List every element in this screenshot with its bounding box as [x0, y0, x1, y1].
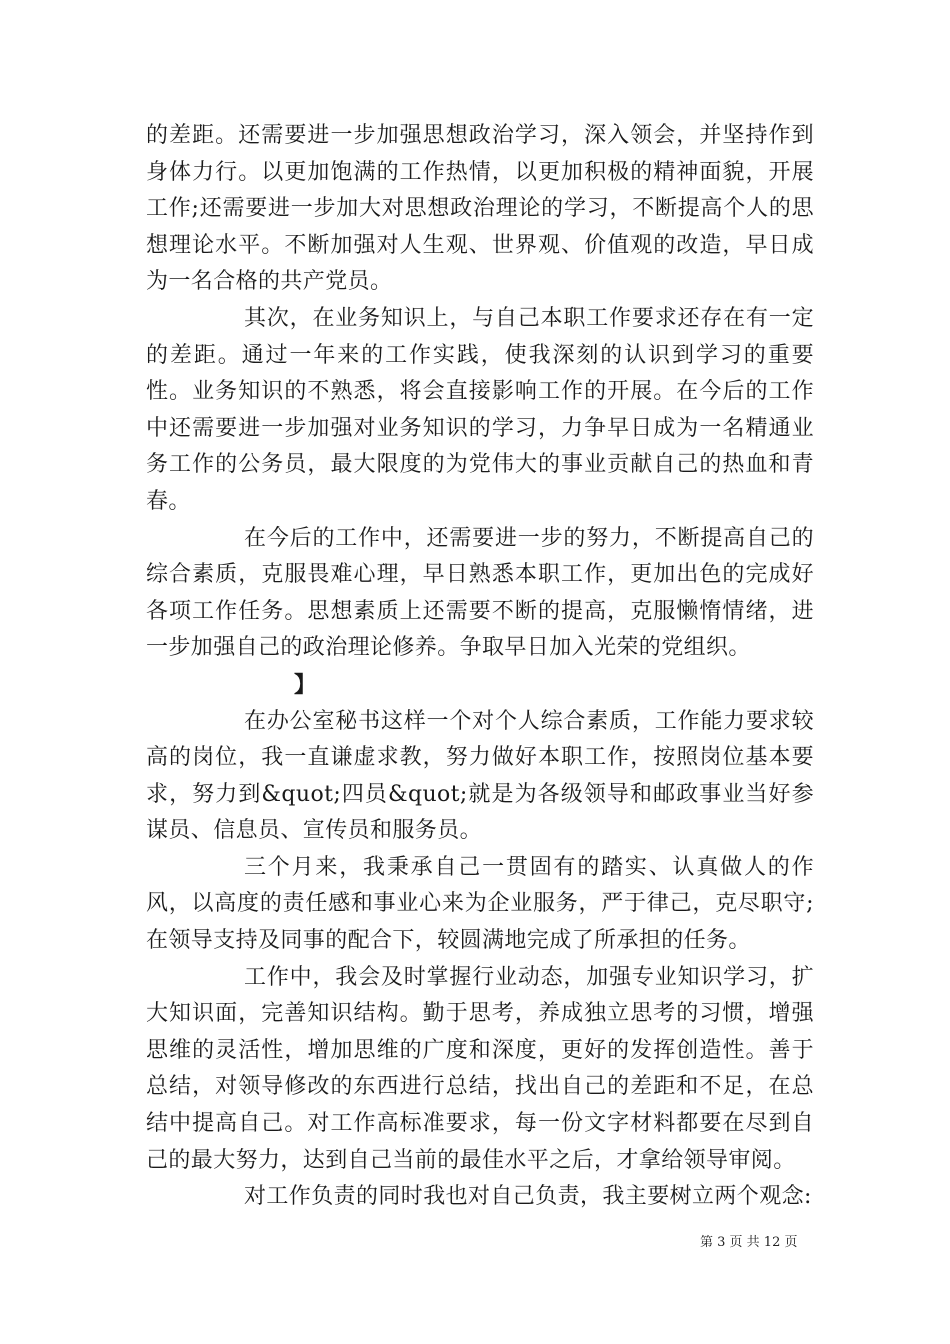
paragraph-future-work: 在今后的工作中，还需要进一步的努力，不断提高自己的综合素质，克服畏难心理，早日熟悉本职工作，更加出色的完成好各项工作任务。思想素质上还需要不断的提高，克服懒惰情绪，进一步加强自己的政治理论修养。争取早日加入光荣的党组织。: [146, 525, 814, 661]
paragraph-business-knowledge: 其次，在业务知识上，与自己本职工作要求还存在有一定的差距。通过一年来的工作实践，使我深刻的认识到学习的重要性。业务知识的不熟悉，将会直接影响工作的开展。在今后的工作中还需要进一步加强对业务知识的学习，力争早日成为一名精通业务工作的公务员，最大限度的为党伟大的事业贡献自己的热血和青春。: [146, 305, 814, 514]
document-body: [146, 118, 814, 1216]
paragraph-office-secretary: 在办公室秘书这样一个对个人综合素质，工作能力要求较高的岗位，我一直谦虚求教，努力做好本职工作，按照岗位基本要求，努力到&quot;四员&quot;就是为各级领导和邮政事业当好参谋员、信息员、宣传员和服务员。: [146, 708, 814, 844]
page-number-footer: 第 3 页 共 12 页: [700, 1235, 798, 1250]
paragraph-continuation: 的差距。还需要进一步加强思想政治学习，深入领会，并坚持作到身体力行。以更加饱满的工作热情，以更加积极的精神面貌，开展工作;还需要进一步加大对思想政治理论的学习，不断提高个人的思想理论水平。不断加强对人生观、世界观、价值观的改造，早日成为一名合格的共产党员。: [146, 123, 814, 295]
closing-bracket: 】: [294, 671, 317, 698]
paragraph-three-months: 三个月来，我秉承自己一贯固有的踏实、认真做人的作风，以高度的责任感和事业心来为企业服务，严于律己，克尽职守;在领导支持及同事的配合下，较圆满地完成了所承担的任务。: [146, 854, 814, 954]
paragraph-work-learning: 工作中，我会及时掌握行业动态，加强专业知识学习，扩大知识面，完善知识结构。勤于思考，养成独立思考的习惯，增强思维的灵活性，增加思维的广度和深度，更好的发挥创造性。善于总结，对领导修改的东西进行总结，找出自己的差距和不足，在总结中提高自己。对工作高标准要求，每一份文字材料都要在尽到自己的最大努力，达到自己当前的最佳水平之后，才拿给领导审阅。: [146, 964, 814, 1173]
paragraph-two-concepts: 对工作负责的同时我也对自己负责，我主要树立两个观念:: [244, 1184, 812, 1210]
